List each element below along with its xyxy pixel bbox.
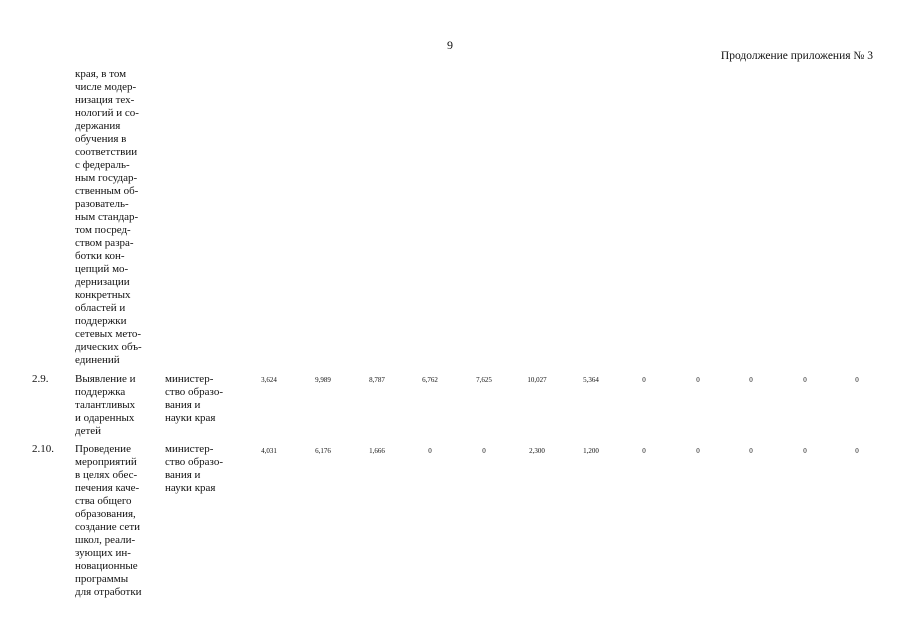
value-cell: 0 [428, 447, 432, 455]
value-cell: 5,364 [583, 376, 599, 384]
value-cell: 2,300 [529, 447, 545, 455]
executor: министер- ство образо- вания и науки края [165, 443, 223, 494]
value-cell: 0 [482, 447, 486, 455]
value-cell: 6,176 [315, 447, 331, 455]
continuation-label: Продолжение приложения № 3 [720, 50, 873, 62]
executor: министер- ство образо- вания и науки края [165, 373, 223, 424]
value-cell: 8,787 [369, 376, 385, 384]
value-cell: 0 [855, 447, 859, 455]
value-cell: 0 [803, 376, 807, 384]
row-number: 2.9. [32, 373, 49, 385]
value-cell: 0 [749, 447, 753, 455]
value-cell: 1,666 [369, 447, 385, 455]
page-number: 9 [447, 38, 453, 52]
measure-name: Проведение мероприятий в целях обес- печения каче- ства общего образования, создание сети школ, реали- зующих ин- новационные программы для отработки [75, 443, 142, 598]
value-cell: 6,762 [422, 376, 438, 384]
row-number: 2.10. [32, 443, 54, 455]
value-cell: 7,625 [476, 376, 492, 384]
value-cell: 0 [803, 447, 807, 455]
value-cell: 3,624 [261, 376, 277, 384]
measure-name: Выявление и поддержка талантливых и одаренных детей [75, 373, 136, 437]
value-cell: 0 [855, 376, 859, 384]
value-cell: 10,027 [527, 376, 547, 384]
value-cell: 0 [642, 376, 646, 384]
value-cell: 9,989 [315, 376, 331, 384]
value-cell: 0 [749, 376, 753, 384]
value-cell: 1,200 [583, 447, 599, 455]
continued-name-text: края, в том числе модер- низация тех- нологий и со- держания обучения в соответствии с федераль- ным государ- ственным об- разователь- ным стандар- том посред- ством разра- ботки кон- цепций мо- дернизации конкретных областей и поддержки сетевых мето- дических объ- единений [75, 68, 142, 366]
value-cell: 0 [696, 447, 700, 455]
value-cell: 0 [642, 447, 646, 455]
value-cell: 0 [696, 376, 700, 384]
value-cell: 4,031 [261, 447, 277, 455]
